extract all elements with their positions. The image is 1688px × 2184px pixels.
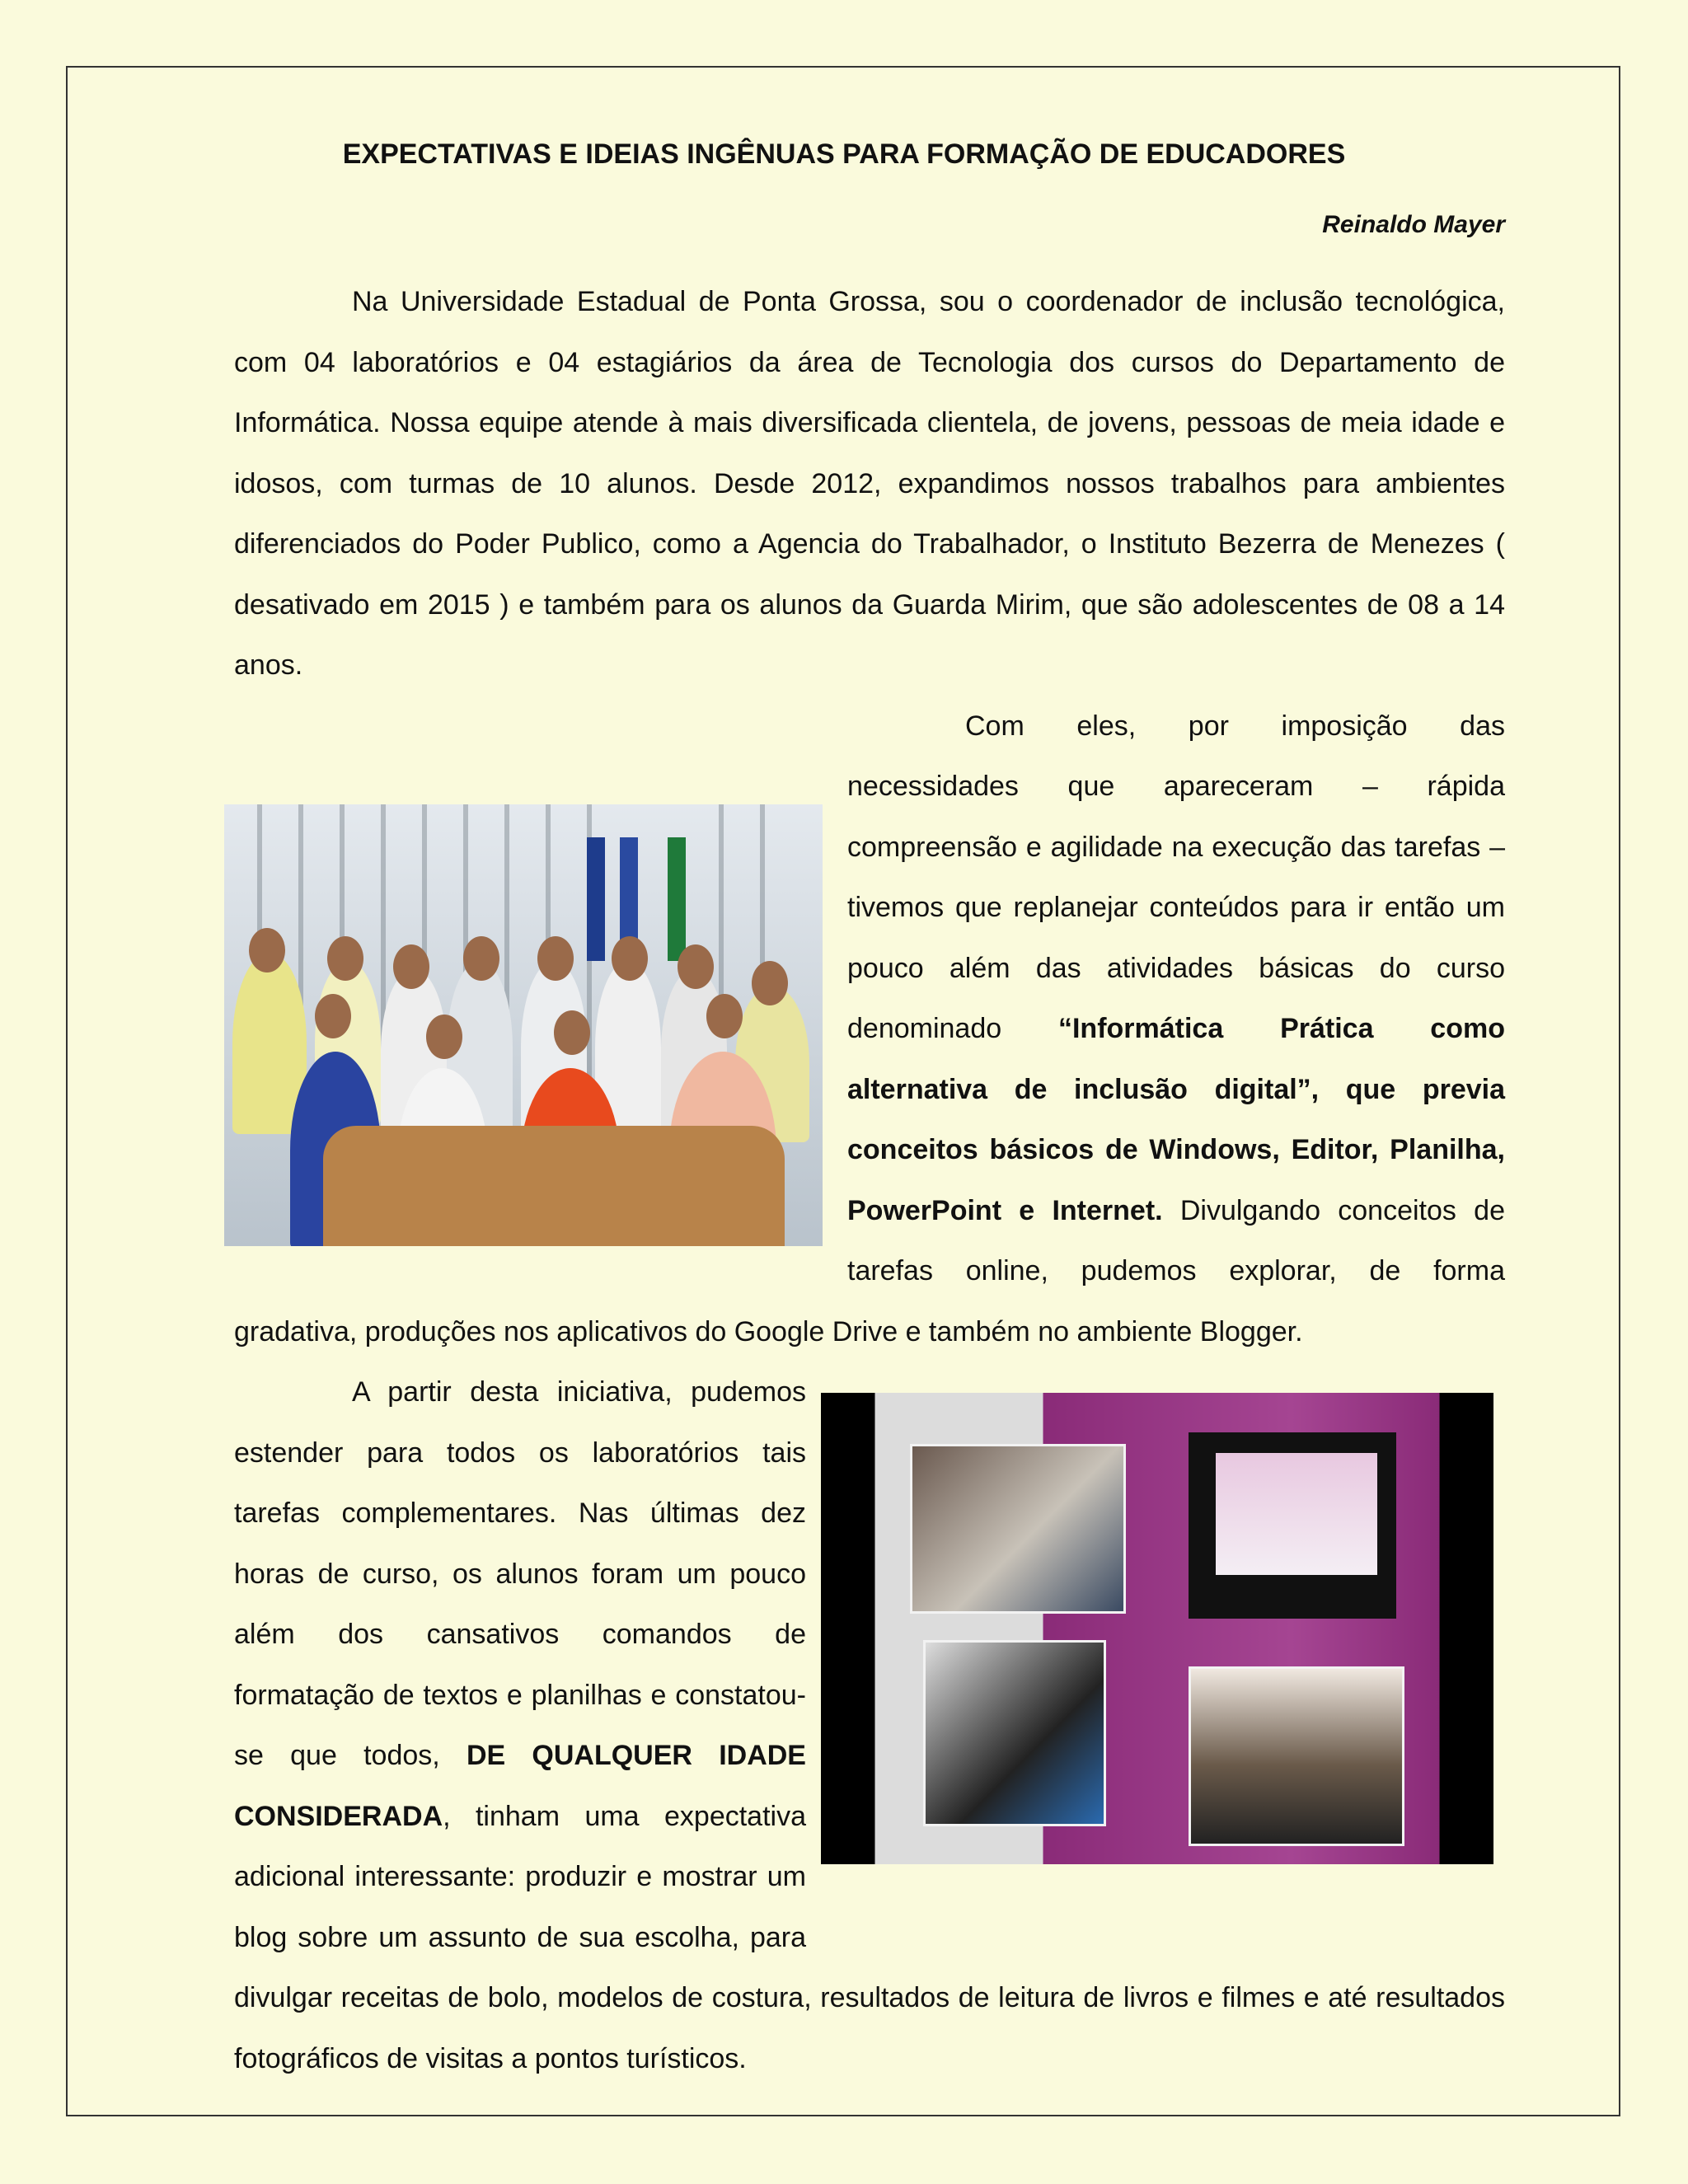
collage-tile-group [1189,1666,1404,1846]
face [554,1010,590,1055]
blog-collage-photo [821,1393,1493,1864]
flag [587,837,605,961]
collage-tile-students [910,1444,1126,1614]
blog-screen [1216,1453,1377,1575]
paragraph-2-text-b: Divulgando conceitos de tarefas online, pudemos explorar, de forma gradativa, produções nos aplicativos do Google Drive e também no ambiente Blogger. [234,1194,1505,1347]
paragraph-2-text-a: Com eles, por imposição das necessidades que apareceram – rápida compreensão e agilidade na execução das tarefas – tivemos que replanejar conteúdos para ir então um pouco além das atividades básicas do curso denominado [847,710,1505,1044]
face [426,1015,462,1059]
face [249,928,285,972]
face [327,936,363,981]
document-title: EXPECTATIVAS E IDEIAS INGÊNUAS PARA FORMAÇÃO DE EDUCADORES [342,138,1346,170]
collage-tile-laptop [923,1640,1106,1826]
flag [668,837,686,961]
face [315,994,351,1038]
paragraph-3-text-b: , tinham uma expectativa adicional interessante: produzir e mostrar um blog sobre um assunto de sua escolha, para divulgar receitas de bolo, modelos de costura, resultados de leitura de livros e filmes e até resultados fotográficos de visitas a pontos turísticos. [234,1800,1505,2074]
course-name-bold: “Informática Prática como alternativa de inclusão digital”, que previa conceitos básicos de Windows, Editor, Planilha, PowerPoint e Internet. [847,1013,1505,1226]
author-name: Reinaldo Mayer [1322,211,1505,238]
face [678,944,714,989]
face [463,936,499,981]
face [537,936,574,981]
face [612,936,648,981]
paragraph-1: Na Universidade Estadual de Ponta Grossa, sou o coordenador de inclusão tecnológica, com 04 laboratórios e 04 estagiários da área de Tecnologia dos cursos do Departamento de Informática. Nossa equipe atende à mais diversificada clientela, de jovens, pessoas de meia idade e idosos, com turmas de 10 alunos. Desde 2012, expandimos nossos trabalhos para ambientes diferenciados do Poder Publico, como a Agencia do Trabalhador, o Instituto Bezerra de Menezes ( desativado em 2015 ) e também para os alunos da Guarda Mirim, que são adolescentes de 08 a 14 anos. [234,286,1505,681]
collage-tile-monitor [1189,1432,1396,1619]
classroom-photo [224,804,823,1246]
face [393,944,429,989]
paragraph-3-text-a: A partir desta iniciativa, pudemos estender para todos os laboratórios tais tarefas complementares. Nas últimas dez horas de curso, os alunos foram um pouco além dos cansativos comandos de formatação de textos e planilhas e constatou-se que todos, [234,1376,806,1771]
face [752,961,788,1005]
face [706,994,743,1038]
any-age-bold: DE QUALQUER IDADE CONSIDERADA [234,1740,806,1832]
desk [323,1126,785,1246]
